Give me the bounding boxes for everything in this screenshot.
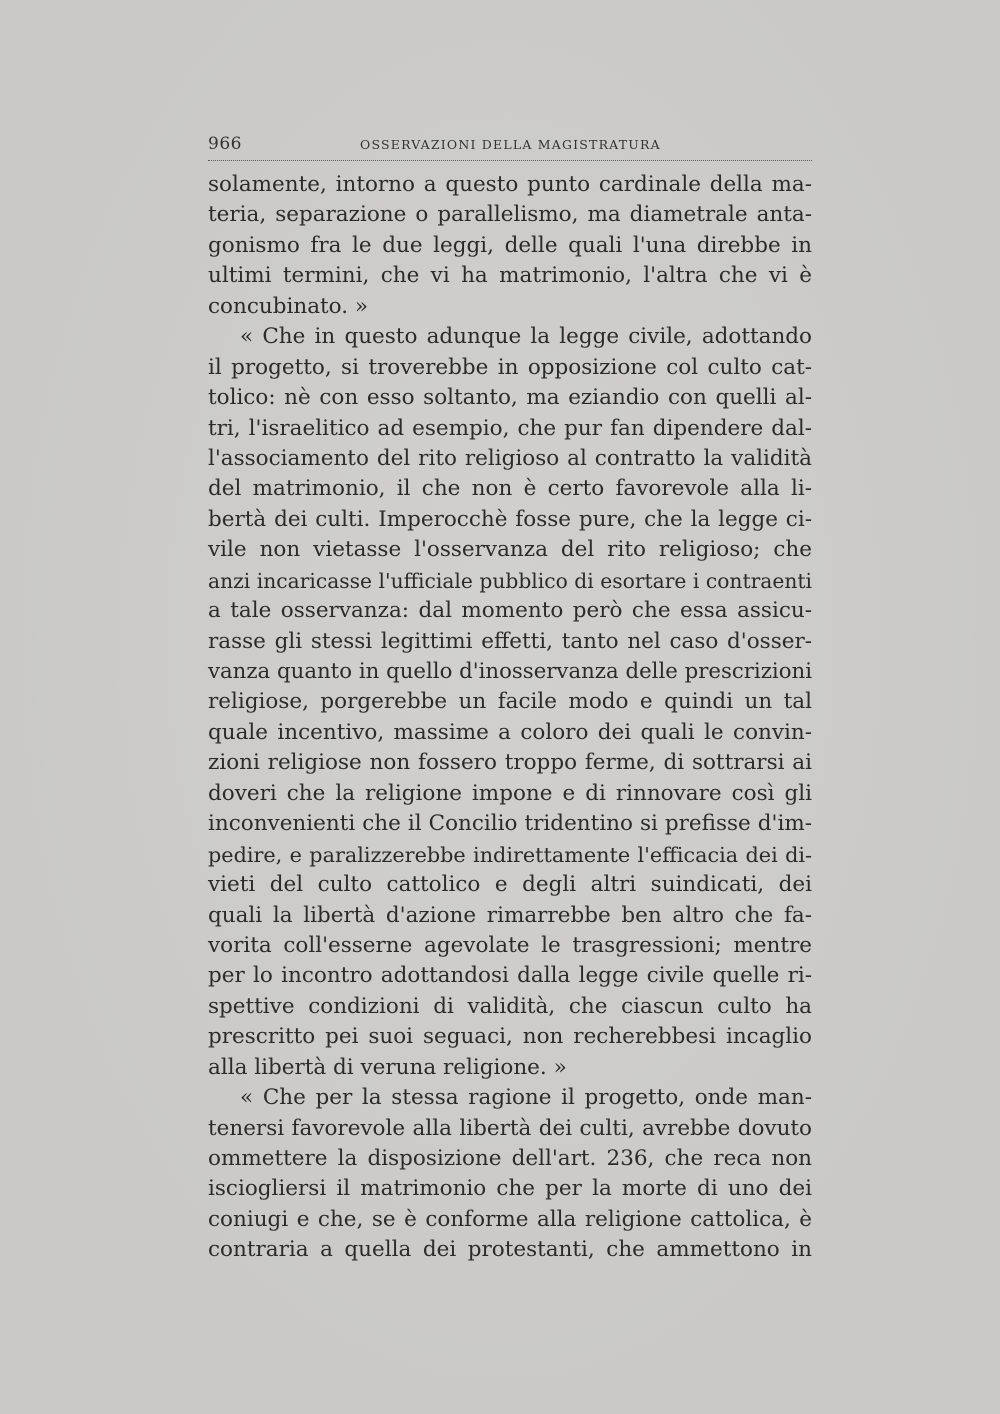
text-line: rasse gli stessi legittimi effetti, tanto nel caso d'osser- — [208, 628, 812, 654]
running-head — [208, 134, 812, 158]
text-line: tenersi favorevole alla libertà dei culti, avrebbe dovuto — [208, 1115, 812, 1141]
text-line: « Che in questo adunque la legge civile, adottando — [240, 324, 812, 350]
text-line: prescritto pei suoi seguaci, non recherebbesi incaglio — [208, 1024, 812, 1050]
text-line: a tale osservanza: dal momento però che essa assicu- — [208, 598, 812, 624]
body-text — [208, 170, 812, 1266]
text-line: gonismo fra le due leggi, delle quali l'una direbbe in — [208, 232, 812, 258]
text-line: contraria a quella dei protestanti, che ammettono in — [208, 1237, 812, 1263]
text-line: solamente, intorno a questo punto cardinale della ma- — [208, 172, 812, 197]
text-line: alla libertà di veruna religione. » — [208, 1054, 567, 1080]
text-line: vile non vietasse l'osservanza del rito religioso; che — [208, 537, 812, 563]
text-line: vieti del culto cattolico e degli altri suindicati, dei — [208, 872, 812, 898]
text-line: quale incentivo, massime a coloro dei quali le convin- — [208, 719, 812, 745]
text-line: concubinato. » — [208, 293, 369, 319]
text-line: bertà dei culti. Imperocchè fosse pure, che la legge ci- — [208, 506, 812, 532]
text-line: ommettere la disposizione dell'art. 236, che reca non — [208, 1146, 812, 1171]
text-line: per lo incontro adottandosi dalla legge civile quelle ri- — [208, 963, 812, 989]
text-line: pedire, e paralizzerebbe indirettamente l'efficacia dei di- — [208, 842, 812, 867]
text-line: teria, separazione o parallelismo, ma diametrale anta- — [208, 202, 812, 228]
header-rule — [208, 160, 812, 161]
text-line: ultimi termini, che vi ha matrimonio, l'altra che vi è — [208, 263, 812, 289]
text-line: doveri che la religione impone e di rinnovare così gli — [208, 780, 812, 806]
text-line: zioni religiose non fossero troppo ferme, di sottrarsi ai — [208, 750, 812, 776]
text-line: inconvenienti che il Concilio tridentino si prefisse d'im- — [208, 811, 812, 837]
text-line: quali la libertà d'azione rimarrebbe ben altro che fa- — [208, 902, 812, 928]
text-line: l'associamento del rito religioso al contratto la validità — [208, 445, 812, 471]
text-line: il progetto, si troverebbe in opposizione col culto cat- — [208, 354, 812, 380]
running-title: OSSERVAZIONI DELLA MAGISTRATURA — [360, 137, 661, 152]
text-line: tri, l'israelitico ad esempio, che pur fan dipendere dal- — [208, 415, 812, 441]
text-line: « Che per la stessa ragione il progetto, onde man- — [240, 1085, 812, 1111]
text-line: tolico: nè con esso soltanto, ma eziandio con quelli al- — [208, 385, 812, 411]
text-line: vorita coll'esserne agevolate le trasgressioni; mentre — [208, 932, 812, 958]
text-line: isciogliersi il matrimonio che per la morte di uno dei — [208, 1176, 812, 1202]
text-line: coniugi e che, se è conforme alla religione cattolica, è — [208, 1206, 812, 1232]
text-line: religiose, porgerebbe un facile modo e quindi un tal — [208, 689, 812, 715]
text-line: vanza quanto in quello d'inosservanza delle prescrizioni — [208, 659, 812, 684]
text-line: spettive condizioni di validità, che ciascun culto ha — [208, 993, 812, 1019]
page-number: 966 — [208, 134, 242, 154]
text-line: anzi incaricasse l'ufficiale pubblico di esortare i contraenti — [208, 568, 812, 593]
text-line: del matrimonio, il che non è certo favorevole alla li- — [208, 476, 812, 502]
